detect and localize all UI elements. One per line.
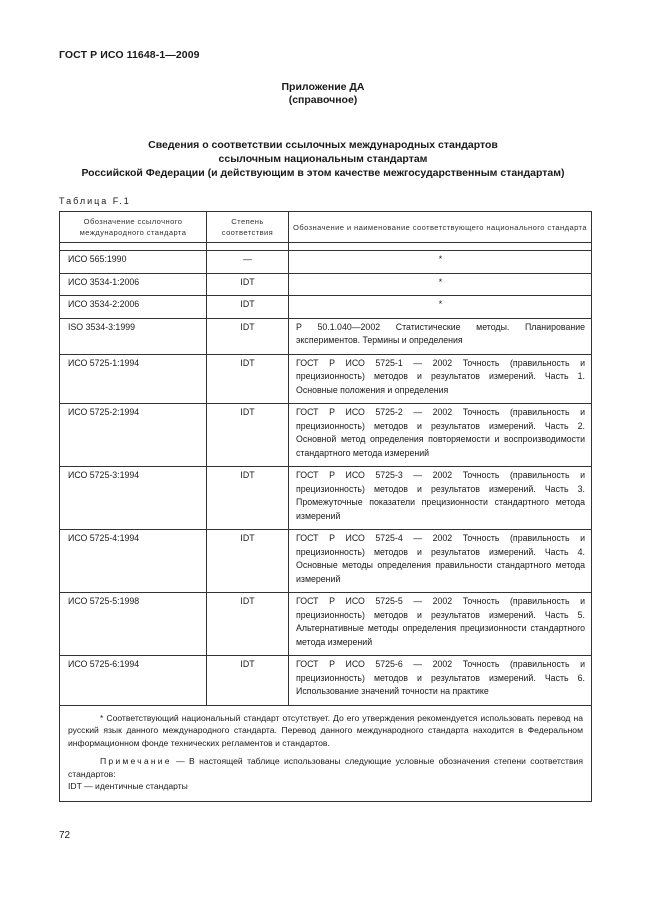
- cell-national: ГОСТ Р ИСО 5725-6 — 2002 Точность (правильность и прецизионность) методов и результатов измерений. Часть 6. Использование значений точности на практике: [289, 656, 592, 706]
- section-title-line-1: Сведения о соответствии ссылочных международных стандартов: [148, 139, 498, 151]
- appendix-title: Приложение ДА: [281, 81, 365, 93]
- note-label: Примечание: [100, 756, 172, 766]
- table-footer-row: [60, 705, 592, 801]
- cell-degree: IDT: [207, 273, 289, 296]
- cell-national: Р 50.1.040—2002 Статистические методы. Планирование экспериментов. Термины и определения: [289, 318, 592, 354]
- cell-national: ГОСТ Р ИСО 5725-2 — 2002 Точность (правильность и прецизионность) методов и результатов измерений. Часть 2. Основной метод определения повторяемости и воспроизводимости стандартного метода измерений: [289, 404, 592, 467]
- table-row: [60, 251, 592, 274]
- cell-ref: ISO 3534-3:1999: [60, 318, 207, 354]
- table-row: [60, 296, 592, 319]
- cell-national: *: [289, 251, 592, 274]
- cell-degree: IDT: [207, 530, 289, 593]
- cell-degree: IDT: [207, 593, 289, 656]
- table-footer: [60, 705, 592, 801]
- section-title-line-2: ссылочным национальным стандартам: [218, 153, 428, 165]
- cell-degree: IDT: [207, 296, 289, 319]
- table-row: [60, 530, 592, 593]
- cell-national: *: [289, 296, 592, 319]
- table-header-row: [60, 212, 592, 243]
- cell-degree: IDT: [207, 404, 289, 467]
- table-row: [60, 656, 592, 706]
- cell-national: ГОСТ Р ИСО 5725-3 — 2002 Точность (правильность и прецизионность) методов и результатов измерений. Часть 3. Промежуточные показатели прецизионности стандартного метода измерений: [289, 467, 592, 530]
- table-row: [60, 318, 592, 354]
- cell-ref: ИСО 5725-2:1994: [60, 404, 207, 467]
- cell-degree: —: [207, 251, 289, 274]
- cell-degree: IDT: [207, 467, 289, 530]
- table-label: Таблица F.1: [59, 196, 131, 206]
- note-text: — В настоящей таблице использованы следующие условные обозначения степени соответствия стандартов:: [68, 756, 583, 779]
- cell-ref: ИСО 5725-1:1994: [60, 354, 207, 404]
- header-gap-row: [60, 243, 592, 251]
- cell-ref: ИСО 565:1990: [60, 251, 207, 274]
- table-row: [60, 593, 592, 656]
- table-row: [60, 273, 592, 296]
- table-row: [60, 467, 592, 530]
- header-national-standard: Обозначение и наименование соответствующего национального стандарта: [289, 212, 592, 243]
- cell-national: ГОСТ Р ИСО 5725-5 — 2002 Точность (правильность и прецизионность) методов и результатов измерений. Часть 5. Альтернативные методы определения прецизионности стандартного метода измерений: [289, 593, 592, 656]
- header-international-standard: Обозначение ссылочного международного стандарта: [60, 212, 207, 243]
- cell-ref: ИСО 5725-4:1994: [60, 530, 207, 593]
- page-number: 72: [59, 830, 71, 841]
- cell-ref: ИСО 5725-3:1994: [60, 467, 207, 530]
- cell-ref: ИСО 5725-5:1998: [60, 593, 207, 656]
- footnote: * Соответствующий национальный стандарт отсутствует. До его утверждения рекомендуется использовать перевод на русский язык данного международного стандарта. Перевод данного международного стандарта находится в Федеральном информационном фонде технических регламентов и стандартов.: [68, 712, 583, 748]
- section-title: [0, 138, 646, 180]
- cell-ref: ИСО 3534-2:2006: [60, 296, 207, 319]
- table-row: [60, 404, 592, 467]
- table-row: [60, 354, 592, 404]
- cell-national: ГОСТ Р ИСО 5725-1 — 2002 Точность (правильность и прецизионность) методов и результатов измерений. Часть 1. Основные положения и определения: [289, 354, 592, 404]
- cell-ref: ИСО 5725-6:1994: [60, 656, 207, 706]
- appendix-heading: [0, 81, 646, 107]
- cell-degree: IDT: [207, 318, 289, 354]
- cell-ref: ИСО 3534-1:2006: [60, 273, 207, 296]
- section-title-line-3: Российской Федерации (и действующим в этом качестве межгосударственным стандартам): [81, 167, 565, 179]
- note-item: IDT — идентичные стандарты: [68, 781, 188, 791]
- appendix-subtitle: (справочное): [288, 94, 358, 106]
- note: [68, 755, 583, 780]
- cell-national: ГОСТ Р ИСО 5725-4 — 2002 Точность (правильность и прецизионность) методов и результатов измерений. Часть 4. Основные методы определения правильности стандартного метода измерений: [289, 530, 592, 593]
- document-header: ГОСТ Р ИСО 11648-1—2009: [59, 49, 200, 61]
- cell-degree: IDT: [207, 354, 289, 404]
- standards-correspondence-table: [59, 211, 592, 802]
- cell-degree: IDT: [207, 656, 289, 706]
- cell-national: *: [289, 273, 592, 296]
- header-degree-of-conformity: Степень соответствия: [207, 212, 289, 243]
